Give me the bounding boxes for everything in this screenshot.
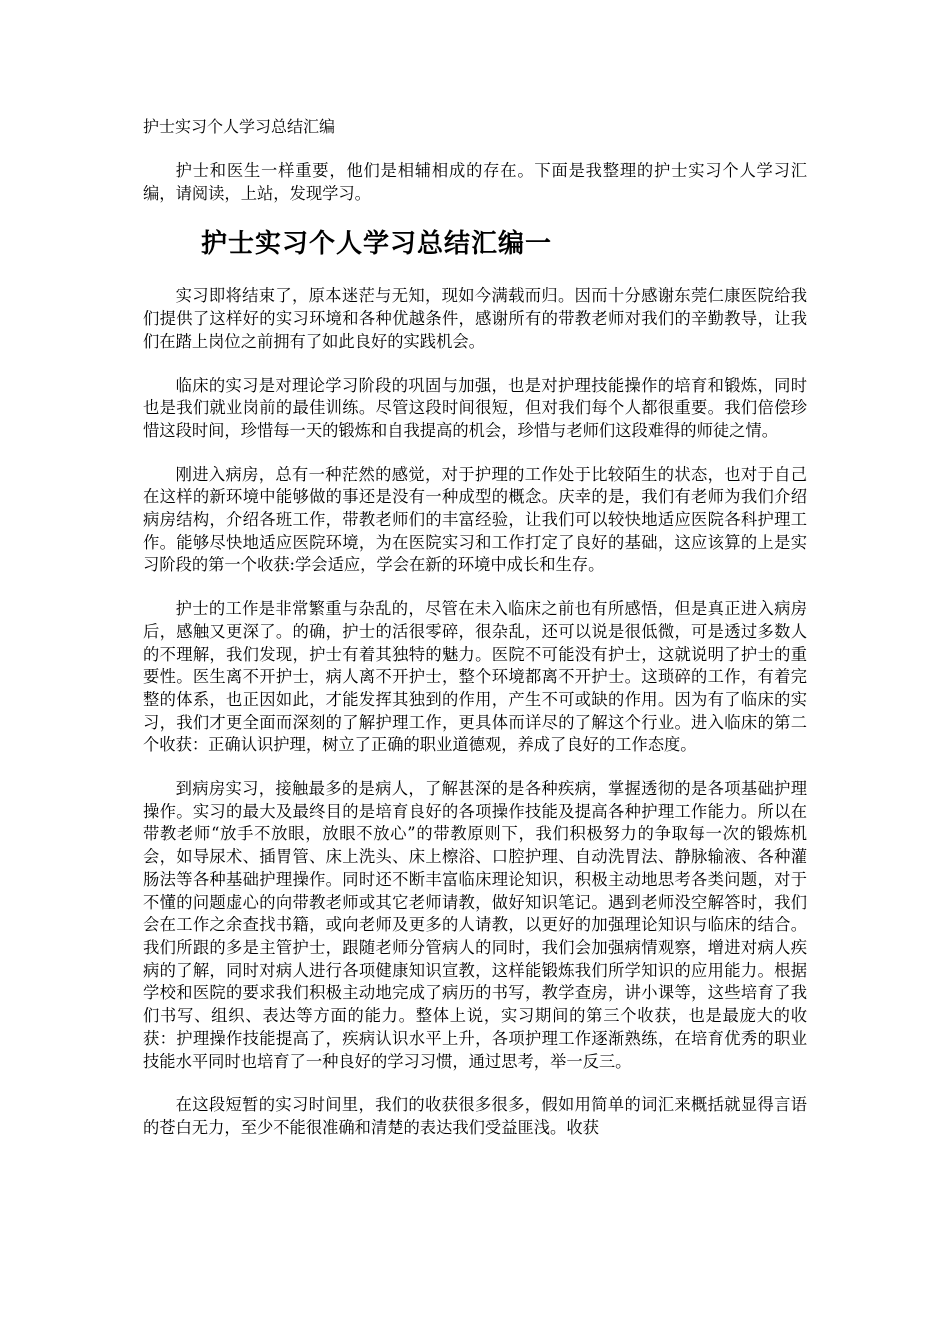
section-heading: 护士实习个人学习总结汇编一 [201,229,553,260]
body-paragraph-4: 护士的工作是非常繁重与杂乱的，尽管在未入临床之前也有所感悟，但是真正进入病房后，感触又更深了。的确，护士的活很零碎，很杂乱，还可以说是很低微，可是透过多数人的不理解，我们发现，护士有着其独特的魅力。医院不可能没有护士，这就说明了护士的重要性。医生离不开护士，病人离不开护士，整个环境都离不开护士。这琐碎的工作，有着完整的体系，也正因如此，才能发挥其独到的作用，产生不可或缺的作用。因为有了临床的实习，我们才更全面而深刻的了解护理工作，更具体而详尽的了解这个行业。进入临床的第二个收获：正确认识护理，树立了正确的职业道德观，养成了良好的工作态度。 [143,599,807,755]
body-paragraph-2: 临床的实习是对理论学习阶段的巩固与加强，也是对护理技能操作的培育和锻炼，同时也是我们就业岗前的最佳训练。尽管这段时间很短，但对我们每个人都很重要。我们倍偿珍惜这段时间，珍惜每一天的锻炼和自我提高的机会，珍惜与老师们这段难得的师徒之情。 [143,375,807,440]
body-paragraph-6: 在这段短暂的实习时间里，我们的收获很多很多，假如用简单的词汇来概括就显得言语的苍白无力，至少不能很准确和清楚的表达我们受益匪浅。收获 [143,1095,807,1137]
document-body [143,160,807,1161]
intro-paragraph: 护士和医生一样重要，他们是相辅相成的存在。下面是我整理的护士实习个人学习汇编，请阅读，上站，发现学习。 [143,161,807,203]
document-title: 护士实习个人学习总结汇编 [143,117,336,136]
body-paragraph-1: 实习即将结束了，原本迷茫与无知，现如今满载而归。因而十分感谢东莞仁康医院给我们提供了这样好的实习环境和各种优越条件，感谢所有的带教老师对我们的辛勤教导，让我们在踏上岗位之前拥有了如此良好的实践机会。 [143,286,807,351]
body-paragraph-5: 到病房实习，接触最多的是病人，了解甚深的是各种疾病，掌握透彻的是各项基础护理操作。实习的最大及最终目的是培育良好的各项操作技能及提高各种护理工作能力。所以在带教老师“放手不放眼，放眼不放心”的带教原则下，我们积极努力的争取每一次的锻炼机会，如导尿术、插胃管、床上洗头、床上檫浴、口腔护理、自动洗胃法、静脉输液、各种灌肠法等各种基础护理操作。同时还不断丰富临床理论知识，积极主动地思考各类问题，对于不懂的问题虚心的向带教老师或其它老师请教，做好知识笔记。遇到老师没空解答时，我们会在工作之余查找书籍，或向老师及更多的人请教，以更好的加强理论知识与临床的结合。我们所跟的多是主管护士，跟随老师分管病人的同时，我们会加强病情观察，增进对病人疾病的了解，同时对病人进行各项健康知识宣教，这样能锻炼我们所学知识的应用能力。根据学校和医院的要求我们积极主动地完成了病历的书写，教学查房，讲小课等，这些培育了我们书写、组织、表达等方面的能力。整体上说，实习期间的第三个收获，也是最庞大的收获：护理操作技能提高了，疾病认识水平上升，各项护理工作逐渐熟练，在培育优秀的职业技能水平同时也培育了一种良好的学习习惯，通过思考，举一反三。 [143,779,807,1071]
body-paragraph-3: 刚进入病房，总有一种茫然的感觉，对于护理的工作处于比较陌生的状态，也对于自己在这样的新环境中能够做的事还是没有一种成型的概念。庆幸的是，我们有老师为我们介绍病房结构，介绍各班工作，带教老师们的丰富经验，让我们可以较快地适应医院各科护理工作。能够尽快地适应医院环境，为在医院实习和工作打定了良好的基础，这应该算的上是实习阶段的第一个收获:学会适应，学会在新的环境中成长和生存。 [143,464,807,575]
